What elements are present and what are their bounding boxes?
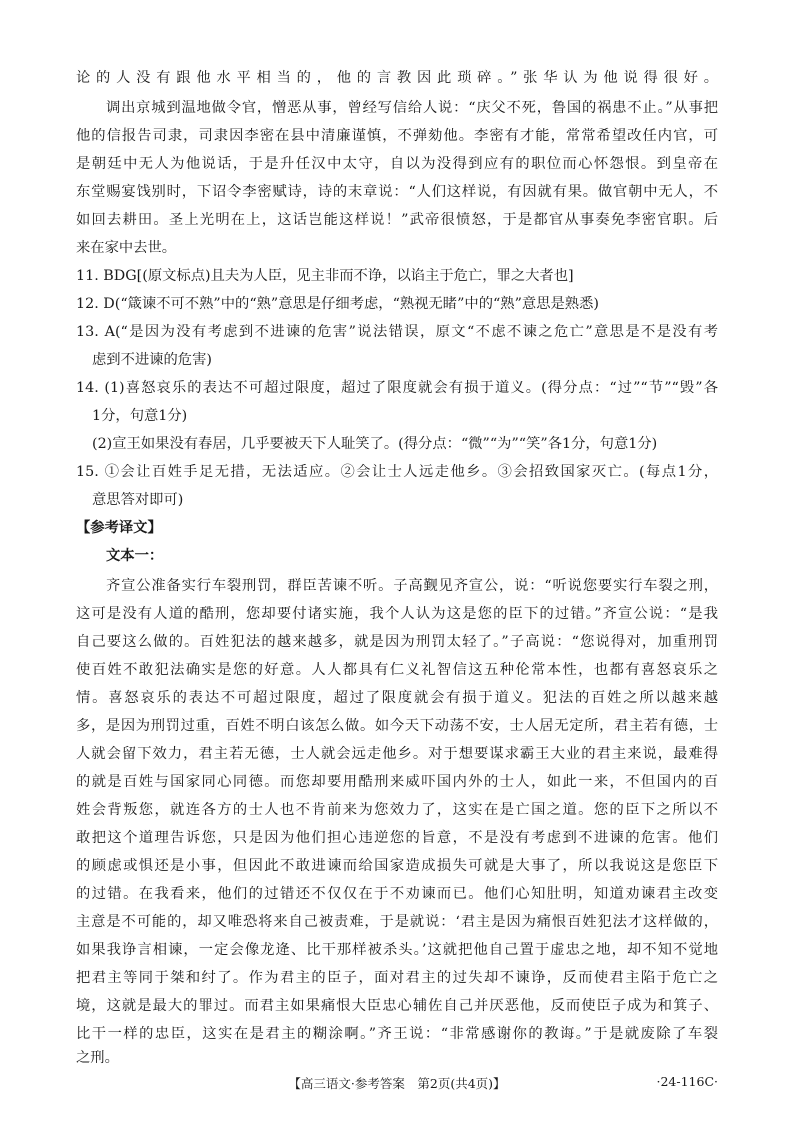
text-line: 如回去耕田。圣上光明在上，这话岂能这样说！”武帝很愤怒，于是都官从事奏免李密官职。后 — [76, 212, 718, 228]
text-line: 的顾虑或惧还是小事，但因此不敢进谏而给国家造成损失可就是大事了，所以我说这是您臣下 — [76, 858, 718, 874]
text-line: 把君主等同于桀和纣了。作为君主的臣子，面对君主的过失却不谏诤，反而使君主陷于危亡之 — [76, 970, 718, 986]
text-line: 是朝廷中无人为他说话，于是升任汉中太守，自以为没得到应有的职位而心怀怨恨。到皇帝在 — [76, 156, 718, 172]
text-line: 调出京城到温地做令官，憎恶从事，曾经写信给人说：“庆父不死，鲁国的祸患不止。”从事把 — [106, 100, 718, 116]
answer-14-2: (2)宣王如果没有春居，几乎要被天下人耻笑了。(得分点：“微”“为”“笑”各1分，句意1分) — [92, 436, 658, 452]
text-line: 主意是不可能的，却又唯恐将来自己被责难，于是就说：‘君主是因为痛恨百姓犯法才这样做的， — [76, 914, 718, 930]
text-line: 的就是百姓与国家同心同德。而您却要用酷刑来威吓国内外的士人，如此一来，不但国内的百 — [76, 774, 718, 790]
text-line: 敢把这个道理告诉您，只是因为他们担心违逆您的旨意，不是没有考虑到不进谏的危害。他们 — [76, 830, 718, 846]
text-line: 东堂赐宴饯别时，下诏令李密赋诗，诗的末章说：“人们这样说，有因就有果。做官朝中无人，不 — [76, 184, 718, 200]
text-line: 比干一样的忠臣，这实在是君主的糊涂啊。”齐王说：“非常感谢你的教诲。”于是就废除了车裂 — [76, 1026, 718, 1042]
text-line: 齐宣公准备实行车裂刑罚，群臣苦谏不听。子高觐见齐宣公，说：“听说您要实行车裂之刑， — [106, 578, 718, 594]
document-code: ·24-116C· — [656, 1074, 718, 1089]
text-line: 的过错。在我看来，他们的过错还不仅仅在于不劝谏而已。他们心知肚明，知道劝谏君主改变 — [76, 886, 718, 902]
text-line: 这可是没有人道的酷刑，您却要付诸实施，我个人认为这是您的臣下的过错。”齐宣公说：“是我 — [76, 606, 718, 622]
text-line: 姓会背叛您，就连各方的士人也不肯前来为您效力了，这实在是亡国之道。您的臣下之所以不 — [76, 802, 718, 818]
text-line: 来在家中去世。 — [76, 240, 177, 256]
answer-11: 11. BDG[(原文标点)且夫为人臣，见主非而不诤，以谄主于危亡，罪之大者也] — [76, 268, 574, 284]
page-footer: 【高三语文·参考答案 第2页(共4页)】 — [288, 1076, 506, 1091]
text-line: 境，这就是最大的罪过。而君主如果痛恨大臣忠心辅佐自己并厌恶他，反而使臣子成为和箕子、 — [76, 998, 718, 1014]
answer-13: 13. A(“是因为没有考虑到不进谏的危害”说法错误，原文“不虑不谏之危亡”意思是不是没有考 — [76, 324, 718, 340]
text-line: 情。喜怒哀乐的表达不可超过限度，超过了限度就会有损于道义。犯法的百姓之所以越来越 — [76, 690, 718, 706]
text-line: 使百姓不敢犯法确实是您的好意。人人都具有仁义礼智信这五种伦常本性，也都有喜怒哀乐之 — [76, 662, 718, 678]
answer-15: 15. ①会让百姓手足无措，无法适应。②会让士人远走他乡。③会招致国家灭亡。(每点1分， — [76, 464, 718, 480]
text-line: 自己要这么做的。百姓犯法的越来越多，就是因为刑罚太轻了。”子高说：“您说得对，加重刑罚 — [76, 634, 718, 650]
text-line: 之刑。 — [76, 1050, 119, 1066]
section-title: 【参考译文】 — [76, 520, 162, 536]
answer-14-1: 14. (1)喜怒哀乐的表达不可超过限度，超过了限度就会有损于道义。(得分点：“过”“节”“毁”各 — [76, 380, 718, 396]
answer-12: 12. D(“箴谏不可不熟”中的“熟”意思是仔细考虑，“熟视无睹”中的“熟”意思是熟悉) — [76, 296, 599, 312]
answer-13-cont: 虑到不进谏的危害) — [92, 352, 212, 368]
text-line: 论的人没有跟他水平相当的，他的言教因此琐碎。”张华认为他说得很好。 — [76, 70, 718, 86]
answer-15-cont: 意思答对即可) — [92, 492, 184, 508]
text-line: 他的信报告司隶，司隶因李密在县中清廉谨慎，不弹劾他。李密有才能，常常希望改任内官，可 — [76, 128, 718, 144]
text-line: 如果我诤言相谏，一定会像龙逄、比干那样被杀头。’这就把他自己置于虚忠之地，却不知不觉地 — [76, 942, 718, 958]
text-one-label: 文本一： — [106, 548, 164, 564]
answer-14-1-cont: 1分，句意1分) — [92, 408, 188, 424]
text-line: 人就会留下效力，君主若无德，士人就会远走他乡。对于想要谋求霸王大业的君主来说，最难得 — [76, 746, 718, 762]
text-line: 多，是因为刑罚过重，百姓不明白该怎么做。如今天下动荡不安，士人居无定所，君主若有德，士 — [76, 718, 718, 734]
